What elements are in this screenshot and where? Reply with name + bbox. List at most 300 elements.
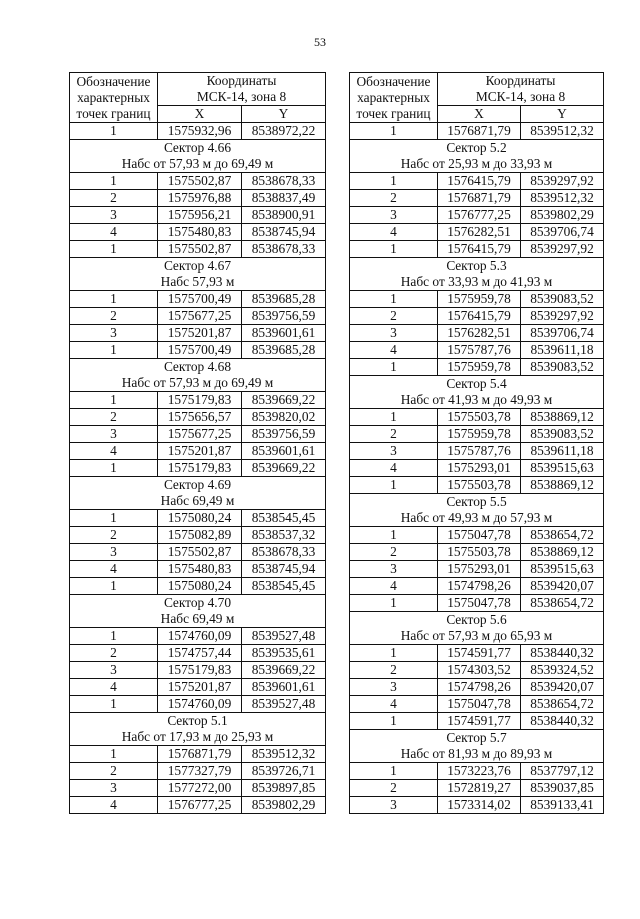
coordinates-header-line: МСК-14, зона 8	[196, 89, 287, 104]
y-coordinate: 8539297,92	[521, 308, 604, 325]
y-coordinate: 8539297,92	[521, 241, 604, 258]
y-coordinate: 8539420,07	[521, 578, 604, 595]
table-row	[70, 510, 326, 527]
table-row	[350, 544, 604, 561]
designation-header-line: Обозначение	[76, 73, 151, 89]
y-coordinate: 8539685,28	[242, 291, 326, 308]
y-coordinate: 8538900,91	[242, 207, 326, 224]
sector-row	[350, 612, 604, 629]
x-coordinate: 1574760,09	[158, 696, 242, 713]
y-coordinate: 8538869,12	[521, 544, 604, 561]
x-coordinate: 1575047,78	[438, 527, 521, 544]
y-coordinate: 8538678,33	[242, 173, 326, 190]
coordinates-header-line: МСК-14, зона 8	[475, 89, 566, 104]
point-number: 1	[350, 359, 438, 376]
table-row	[350, 713, 604, 730]
x-coordinate: 1575656,57	[158, 409, 242, 426]
coordinates-table-left	[69, 72, 326, 814]
y-coordinate: 8538869,12	[521, 477, 604, 494]
sector-row	[70, 359, 326, 376]
x-coordinate: 1576415,79	[438, 173, 521, 190]
x-coordinate: 1575956,21	[158, 207, 242, 224]
point-number: 1	[70, 696, 158, 713]
table-row	[350, 342, 604, 359]
sector-title: Cектор 5.4	[350, 376, 604, 393]
x-coordinate: 1575080,24	[158, 578, 242, 595]
point-number: 1	[350, 291, 438, 308]
point-number: 2	[70, 763, 158, 780]
y-coordinate: 8539611,18	[521, 342, 604, 359]
sector-height-row	[350, 746, 604, 763]
y-coordinate: 8539601,61	[242, 679, 326, 696]
point-number: 1	[70, 173, 158, 190]
table-body	[350, 123, 604, 814]
table-row	[70, 224, 326, 241]
table-row	[350, 645, 604, 662]
sector-height: Hабс от 57,93 м до 69,49 м	[70, 156, 326, 173]
table-row	[350, 308, 604, 325]
sector-title: Cектор 5.2	[350, 140, 604, 157]
x-coordinate: 1575502,87	[158, 544, 242, 561]
y-coordinate: 8538440,32	[521, 713, 604, 730]
table-row	[70, 291, 326, 308]
y-coordinate: 8539669,22	[242, 392, 326, 409]
y-coordinate: 8539601,61	[242, 325, 326, 342]
table-row	[70, 190, 326, 207]
y-coordinate: 8539297,92	[521, 173, 604, 190]
table-row	[350, 679, 604, 696]
point-number: 1	[350, 763, 438, 780]
table-row	[350, 409, 604, 426]
x-column-header: X	[158, 106, 242, 123]
y-coordinate: 8539756,59	[242, 308, 326, 325]
x-coordinate: 1574591,77	[438, 645, 521, 662]
y-coordinate: 8539802,29	[242, 797, 326, 814]
x-coordinate: 1576871,79	[158, 746, 242, 763]
y-coordinate: 8538745,94	[242, 561, 326, 578]
designation-header-line: характерных	[77, 89, 150, 105]
y-coordinate: 8538537,32	[242, 527, 326, 544]
point-number: 1	[350, 241, 438, 258]
sector-height-row	[350, 274, 604, 291]
x-coordinate: 1575502,87	[158, 173, 242, 190]
table-row	[350, 578, 604, 595]
sector-height: Hабс от 33,93 м до 41,93 м	[350, 274, 604, 291]
x-coordinate: 1575179,83	[158, 662, 242, 679]
x-coordinate: 1574760,09	[158, 628, 242, 645]
point-number: 1	[350, 173, 438, 190]
table-row	[70, 241, 326, 258]
designation-header-line: Обозначение	[356, 73, 431, 89]
table-row	[350, 477, 604, 494]
x-coordinate: 1573223,76	[438, 763, 521, 780]
x-coordinate: 1575047,78	[438, 696, 521, 713]
y-coordinate: 8539669,22	[242, 662, 326, 679]
page-number: 53	[314, 35, 326, 49]
point-number: 3	[70, 544, 158, 561]
designation-header-line: характерных	[357, 89, 430, 105]
coordinates-header-line: Координаты	[485, 73, 556, 88]
x-coordinate: 1575959,78	[438, 426, 521, 443]
sector-row	[70, 477, 326, 494]
sector-title: Cектор 4.66	[70, 140, 326, 157]
table-row	[70, 460, 326, 477]
table-row	[350, 662, 604, 679]
point-number: 2	[350, 780, 438, 797]
sector-height: Hабс от 57,93 м до 65,93 м	[350, 628, 604, 645]
point-number: 4	[70, 561, 158, 578]
y-coordinate: 8538972,22	[242, 123, 326, 140]
point-number: 1	[70, 578, 158, 595]
table-row	[350, 241, 604, 258]
y-coordinate: 8538654,72	[521, 527, 604, 544]
coordinates-header-line: Координаты	[206, 73, 277, 88]
y-column-header: Y	[242, 106, 326, 123]
y-coordinate: 8539669,22	[242, 460, 326, 477]
x-coordinate: 1575503,78	[438, 477, 521, 494]
point-number: 1	[70, 392, 158, 409]
x-coordinate: 1575293,01	[438, 561, 521, 578]
y-coordinate: 8539802,29	[521, 207, 604, 224]
x-coordinate: 1575503,78	[438, 544, 521, 561]
point-number: 2	[70, 409, 158, 426]
y-coordinate: 8539726,71	[242, 763, 326, 780]
table-row	[70, 392, 326, 409]
table-row	[70, 173, 326, 190]
y-coordinate: 8539515,63	[521, 561, 604, 578]
point-number: 3	[70, 426, 158, 443]
point-number: 3	[350, 443, 438, 460]
table-row	[70, 578, 326, 595]
point-number: 3	[70, 325, 158, 342]
sector-height-row	[70, 611, 326, 628]
table-row	[70, 443, 326, 460]
point-number: 2	[350, 426, 438, 443]
table-row	[70, 679, 326, 696]
table-header	[350, 73, 604, 123]
y-coordinate: 8539685,28	[242, 342, 326, 359]
sector-height-row	[350, 156, 604, 173]
y-coordinate: 8538440,32	[521, 645, 604, 662]
x-coordinate: 1575201,87	[158, 443, 242, 460]
y-coordinate: 8538837,49	[242, 190, 326, 207]
x-coordinate: 1576282,51	[438, 325, 521, 342]
table-row	[70, 628, 326, 645]
sector-row	[70, 258, 326, 275]
sector-title: Cектор 4.68	[70, 359, 326, 376]
sector-height: Hабс от 49,93 м до 57,93 м	[350, 510, 604, 527]
y-coordinate: 8538745,94	[242, 224, 326, 241]
sector-title: Cектор 4.69	[70, 477, 326, 494]
point-number: 4	[350, 578, 438, 595]
y-coordinate: 8538654,72	[521, 595, 604, 612]
table-row	[70, 325, 326, 342]
table-row	[70, 746, 326, 763]
x-coordinate: 1575503,78	[438, 409, 521, 426]
x-coordinate: 1575080,24	[158, 510, 242, 527]
table-row	[70, 797, 326, 814]
point-number: 4	[70, 443, 158, 460]
table-row	[70, 544, 326, 561]
point-number: 1	[70, 291, 158, 308]
x-coordinate: 1574757,44	[158, 645, 242, 662]
y-coordinate: 8539512,32	[242, 746, 326, 763]
point-number: 4	[350, 342, 438, 359]
y-coordinate: 8538869,12	[521, 409, 604, 426]
table-row	[350, 426, 604, 443]
table-row	[350, 207, 604, 224]
x-coordinate: 1576871,79	[438, 190, 521, 207]
sector-height-row	[350, 628, 604, 645]
y-coordinate: 8539527,48	[242, 628, 326, 645]
table-row	[350, 763, 604, 780]
x-coordinate: 1574798,26	[438, 578, 521, 595]
sector-height-row	[70, 493, 326, 510]
sector-height-row	[350, 392, 604, 409]
sector-height-row	[70, 375, 326, 392]
x-coordinate: 1575082,89	[158, 527, 242, 544]
x-coordinate: 1575932,96	[158, 123, 242, 140]
y-coordinate: 8539611,18	[521, 443, 604, 460]
point-number: 1	[70, 342, 158, 359]
designation-header	[70, 73, 158, 123]
point-number: 1	[70, 628, 158, 645]
table-row	[350, 173, 604, 190]
x-coordinate: 1575787,76	[438, 342, 521, 359]
table-row	[350, 595, 604, 612]
designation-header-line: точек границ	[76, 105, 151, 121]
y-coordinate: 8539515,63	[521, 460, 604, 477]
point-number: 4	[350, 460, 438, 477]
point-number: 1	[350, 123, 438, 140]
sector-row	[70, 595, 326, 612]
x-coordinate: 1575480,83	[158, 224, 242, 241]
point-number: 4	[70, 679, 158, 696]
table-row	[350, 780, 604, 797]
x-coordinate: 1576282,51	[438, 224, 521, 241]
point-number: 2	[350, 544, 438, 561]
point-number: 3	[350, 561, 438, 578]
table-row	[70, 123, 326, 140]
sector-height-row	[350, 510, 604, 527]
point-number: 2	[70, 308, 158, 325]
point-number: 1	[350, 595, 438, 612]
point-number: 3	[350, 207, 438, 224]
sector-row	[350, 376, 604, 393]
point-number: 1	[70, 510, 158, 527]
table-row	[70, 561, 326, 578]
x-column-header: X	[438, 106, 521, 123]
y-coordinate: 8539420,07	[521, 679, 604, 696]
sector-title: Cектор 5.6	[350, 612, 604, 629]
x-coordinate: 1575959,78	[438, 291, 521, 308]
x-coordinate: 1575502,87	[158, 241, 242, 258]
table-row	[350, 359, 604, 376]
designation-header-line: точек границ	[356, 105, 431, 121]
sector-height: Hабс от 57,93 м до 69,49 м	[70, 375, 326, 392]
y-coordinate: 8539083,52	[521, 426, 604, 443]
y-coordinate: 8539133,41	[521, 797, 604, 814]
table-row	[70, 763, 326, 780]
x-coordinate: 1575976,88	[158, 190, 242, 207]
y-coordinate: 8539820,02	[242, 409, 326, 426]
sector-height: Hабс 69,49 м	[70, 611, 326, 628]
point-number: 2	[70, 190, 158, 207]
y-coordinate: 8539083,52	[521, 291, 604, 308]
x-coordinate: 1575047,78	[438, 595, 521, 612]
y-coordinate: 8538678,33	[242, 544, 326, 561]
x-coordinate: 1575179,83	[158, 392, 242, 409]
point-number: 2	[350, 308, 438, 325]
sector-height: Hабс от 81,93 м до 89,93 м	[350, 746, 604, 763]
x-coordinate: 1575700,49	[158, 291, 242, 308]
sector-height: Hабс от 25,93 м до 33,93 м	[350, 156, 604, 173]
point-number: 2	[350, 190, 438, 207]
table-row	[350, 696, 604, 713]
x-coordinate: 1575677,25	[158, 426, 242, 443]
table-row	[350, 460, 604, 477]
table-row	[70, 696, 326, 713]
y-coordinate: 8539512,32	[521, 123, 604, 140]
sector-height-row	[70, 156, 326, 173]
x-coordinate: 1575700,49	[158, 342, 242, 359]
point-number: 1	[350, 713, 438, 730]
x-coordinate: 1575179,83	[158, 460, 242, 477]
sector-row	[350, 494, 604, 511]
x-coordinate: 1575480,83	[158, 561, 242, 578]
y-column-header: Y	[521, 106, 604, 123]
sector-height: Hабс от 17,93 м до 25,93 м	[70, 729, 326, 746]
table-row	[70, 780, 326, 797]
point-number: 1	[70, 241, 158, 258]
table-row	[70, 342, 326, 359]
sector-title: Cектор 5.1	[70, 713, 326, 730]
x-coordinate: 1574591,77	[438, 713, 521, 730]
table-row	[350, 527, 604, 544]
sector-title: Cектор 5.7	[350, 730, 604, 747]
x-coordinate: 1576777,25	[158, 797, 242, 814]
x-coordinate: 1577272,00	[158, 780, 242, 797]
sector-height: Hабс от 41,93 м до 49,93 м	[350, 392, 604, 409]
table-row	[350, 325, 604, 342]
x-coordinate: 1575677,25	[158, 308, 242, 325]
point-number: 3	[70, 780, 158, 797]
y-coordinate: 8537797,12	[521, 763, 604, 780]
y-coordinate: 8539535,61	[242, 645, 326, 662]
x-coordinate: 1573314,02	[438, 797, 521, 814]
table-row	[350, 291, 604, 308]
point-number: 1	[350, 645, 438, 662]
x-coordinate: 1572819,27	[438, 780, 521, 797]
y-coordinate: 8539037,85	[521, 780, 604, 797]
point-number: 2	[350, 662, 438, 679]
x-coordinate: 1576777,25	[438, 207, 521, 224]
y-coordinate: 8538678,33	[242, 241, 326, 258]
table-row	[70, 308, 326, 325]
sector-title: Cектор 4.67	[70, 258, 326, 275]
x-coordinate: 1575959,78	[438, 359, 521, 376]
sector-row	[350, 258, 604, 275]
table-row	[350, 123, 604, 140]
point-number: 1	[350, 527, 438, 544]
table-row	[350, 443, 604, 460]
x-coordinate: 1574303,52	[438, 662, 521, 679]
sector-height: Hабс 69,49 м	[70, 493, 326, 510]
y-coordinate: 8539512,32	[521, 190, 604, 207]
coordinates-table-right	[349, 72, 604, 814]
table-row	[70, 662, 326, 679]
point-number: 1	[70, 746, 158, 763]
coordinates-header	[438, 73, 604, 106]
y-coordinate: 8538545,45	[242, 578, 326, 595]
point-number: 4	[70, 797, 158, 814]
table-row	[70, 645, 326, 662]
x-coordinate: 1576415,79	[438, 241, 521, 258]
table-row	[70, 426, 326, 443]
y-coordinate: 8539897,85	[242, 780, 326, 797]
x-coordinate: 1574798,26	[438, 679, 521, 696]
point-number: 2	[70, 527, 158, 544]
point-number: 4	[70, 224, 158, 241]
point-number: 1	[350, 477, 438, 494]
y-coordinate: 8539083,52	[521, 359, 604, 376]
table-row	[350, 797, 604, 814]
table-header	[70, 73, 326, 123]
sector-height-row	[70, 274, 326, 291]
y-coordinate: 8538545,45	[242, 510, 326, 527]
y-coordinate: 8539601,61	[242, 443, 326, 460]
sector-height: Hабс 57,93 м	[70, 274, 326, 291]
table-row	[350, 561, 604, 578]
table-row	[350, 224, 604, 241]
table-row	[350, 190, 604, 207]
sector-height-row	[70, 729, 326, 746]
sector-title: Cектор 5.5	[350, 494, 604, 511]
x-coordinate: 1575201,87	[158, 325, 242, 342]
sector-row	[350, 730, 604, 747]
x-coordinate: 1575293,01	[438, 460, 521, 477]
designation-header	[350, 73, 438, 123]
point-number: 1	[350, 409, 438, 426]
coordinates-header	[158, 73, 326, 106]
point-number: 3	[350, 679, 438, 696]
sector-title: Cектор 5.3	[350, 258, 604, 275]
y-coordinate: 8538654,72	[521, 696, 604, 713]
y-coordinate: 8539706,74	[521, 224, 604, 241]
point-number: 1	[70, 123, 158, 140]
point-number: 3	[350, 797, 438, 814]
table-body	[70, 123, 326, 814]
point-number: 3	[350, 325, 438, 342]
sector-row	[70, 713, 326, 730]
x-coordinate: 1575201,87	[158, 679, 242, 696]
sector-title: Cектор 4.70	[70, 595, 326, 612]
x-coordinate: 1576871,79	[438, 123, 521, 140]
point-number: 1	[70, 460, 158, 477]
y-coordinate: 8539756,59	[242, 426, 326, 443]
y-coordinate: 8539706,74	[521, 325, 604, 342]
x-coordinate: 1575787,76	[438, 443, 521, 460]
sector-row	[350, 140, 604, 157]
y-coordinate: 8539324,52	[521, 662, 604, 679]
sector-row	[70, 140, 326, 157]
table-row	[70, 409, 326, 426]
x-coordinate: 1577327,79	[158, 763, 242, 780]
point-number: 4	[350, 696, 438, 713]
point-number: 2	[70, 645, 158, 662]
y-coordinate: 8539527,48	[242, 696, 326, 713]
point-number: 3	[70, 207, 158, 224]
